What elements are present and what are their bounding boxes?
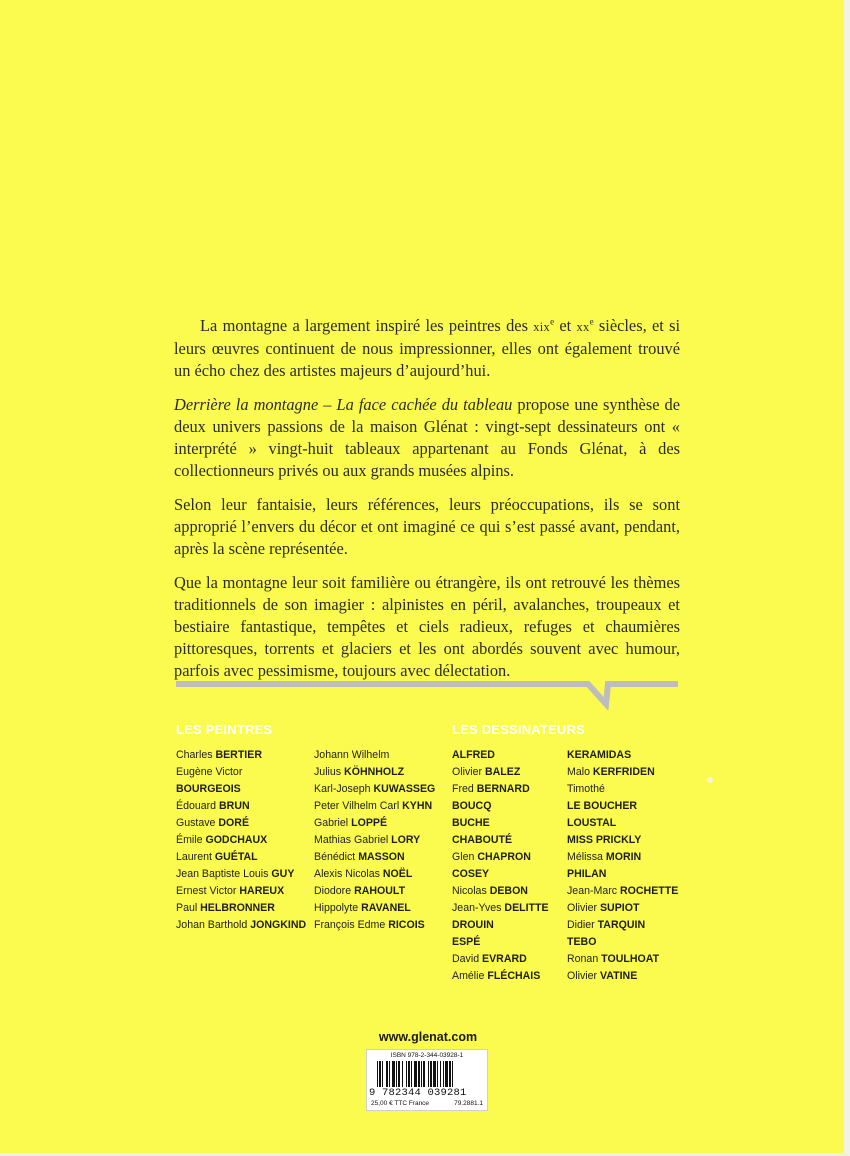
last-name: LOUSTAL — [567, 817, 617, 829]
last-name: LOPPÉ — [351, 817, 388, 829]
first-name: Olivier — [567, 970, 598, 982]
name-entry — [176, 900, 306, 917]
name-entry — [452, 798, 549, 815]
name-entry — [452, 900, 549, 917]
barcode-bar — [389, 1061, 390, 1087]
barcode-bar — [377, 1061, 378, 1087]
blurb-text: siècles, et si leurs œuvres continuent de nous impressionner, elles ont également trouvé un écho chez des artistes majeurs d’aujourd’hui. — [174, 316, 680, 380]
last-name: NOËL — [382, 868, 413, 880]
last-name: KÖHNHOLZ — [344, 766, 405, 778]
last-name: MASSON — [358, 851, 405, 863]
barcode-bar — [418, 1061, 420, 1087]
illustrators-list-col-1 — [452, 747, 549, 985]
barcode-bar — [452, 1061, 453, 1087]
barcode-icon — [377, 1061, 481, 1087]
last-name: RAVANEL — [361, 902, 411, 914]
name-entry — [567, 764, 678, 781]
century-numeral: xx — [576, 320, 590, 334]
last-name: GUÉTAL — [214, 851, 258, 863]
last-name: LORY — [391, 834, 421, 846]
last-name: TEBO — [567, 936, 597, 948]
barcode-bar — [382, 1061, 383, 1087]
first-name: Alexis Nicolas — [314, 868, 380, 880]
first-name: Mélissa — [567, 851, 603, 863]
name-entry — [452, 951, 549, 968]
first-name: Ronan — [567, 953, 599, 965]
last-name: BERTIER — [215, 749, 262, 761]
barcode-bar — [411, 1061, 412, 1087]
blurb-text: et — [554, 316, 577, 335]
barcode-bar — [437, 1061, 438, 1087]
first-name: Eugène Victor — [176, 766, 243, 778]
barcode-bar — [396, 1061, 397, 1087]
first-name: Ernest Victor — [176, 885, 237, 897]
name-entry — [314, 815, 435, 832]
first-name: Fred — [452, 783, 474, 795]
superscript: e — [550, 316, 555, 327]
price-label: 25,00 € TTC France — [371, 1100, 430, 1107]
name-entry — [452, 832, 549, 849]
first-name: Didier — [567, 919, 595, 931]
barcode-panel — [366, 1049, 488, 1111]
first-name: Diodore — [314, 885, 352, 897]
name-entry — [452, 764, 549, 781]
first-name: Jean Baptiste Louis — [176, 868, 269, 880]
last-name: PHILAN — [567, 868, 607, 880]
first-name: Timothé — [567, 783, 605, 795]
first-name: Paul — [176, 902, 198, 914]
last-name: SUPIOT — [599, 902, 640, 914]
publisher-website: www.glenat.com — [378, 1030, 478, 1044]
first-name: Olivier — [567, 902, 598, 914]
name-entry — [452, 917, 549, 934]
name-entry — [314, 781, 435, 798]
last-name: GODCHAUX — [205, 834, 268, 846]
blurb-paragraph-1 — [174, 315, 680, 382]
barcode-bar — [449, 1061, 451, 1087]
name-entry — [567, 832, 678, 849]
last-name: DELITTE — [504, 902, 549, 914]
last-name: RICOIS — [388, 919, 425, 931]
name-entry — [567, 934, 678, 951]
first-name: Nicolas — [452, 885, 487, 897]
blurb-paragraph-2 — [174, 394, 680, 482]
last-name: RAHOULT — [354, 885, 406, 897]
last-name: EVRARD — [482, 953, 527, 965]
name-entry — [567, 917, 678, 934]
isbn-label: ISBN 978-2-344-03928-1 — [390, 1052, 464, 1059]
first-name: Glen — [452, 851, 475, 863]
barcode-bar — [386, 1061, 388, 1087]
last-name: FLÉCHAIS — [487, 970, 541, 982]
first-name: Julius — [314, 766, 342, 778]
name-entry — [452, 934, 549, 951]
barcode-bar — [392, 1061, 395, 1087]
blurb-text: La montagne a largement inspiré les peintres des — [200, 316, 534, 335]
name-entry — [452, 883, 549, 900]
speech-bubble-divider — [176, 676, 680, 710]
last-name: MORIN — [605, 851, 642, 863]
name-entry — [567, 815, 678, 832]
last-name: JONGKIND — [250, 919, 307, 931]
name-entry — [176, 849, 306, 866]
name-entry — [314, 866, 435, 883]
first-name: Amélie — [452, 970, 485, 982]
first-name: David — [452, 953, 480, 965]
last-name: BUCHE — [452, 817, 490, 829]
product-code: 79.2881.1 — [454, 1100, 483, 1107]
name-entry — [176, 781, 306, 798]
name-entry — [314, 849, 435, 866]
illustrators-list-col-2 — [567, 747, 678, 985]
first-name: Gabriel — [314, 817, 349, 829]
first-name: Gustave — [176, 817, 216, 829]
name-entry — [176, 832, 306, 849]
last-name: BRUN — [219, 800, 250, 812]
last-name: KERAMIDAS — [567, 749, 632, 761]
last-name: TARQUIN — [597, 919, 646, 931]
last-name: DORÉ — [218, 817, 250, 829]
name-entry — [452, 781, 549, 798]
name-entry — [176, 815, 306, 832]
name-entry — [452, 849, 549, 866]
last-name: HAREUX — [239, 885, 285, 897]
name-entry — [567, 781, 678, 798]
last-name: CHABOUTÉ — [452, 834, 513, 846]
name-entry — [314, 883, 435, 900]
first-name: Émile — [176, 834, 203, 846]
blurb-text: propose une synthèse de deux univers passions de la maison Glénat : vingt-sept dessinateurs ont « interprété » vingt-huit tableaux appartenant au Fonds Glénat, à des collectionneurs privés ou aux grands musées alpins. — [174, 395, 680, 480]
first-name: Jean-Yves — [452, 902, 502, 914]
name-entry — [176, 764, 306, 781]
first-name: Peter Vilhelm Carl — [314, 800, 400, 812]
first-name: Olivier — [452, 766, 483, 778]
last-name: KERFRIDEN — [592, 766, 655, 778]
name-entry — [452, 815, 549, 832]
barcode-bar — [406, 1061, 407, 1087]
last-name: DEBON — [489, 885, 528, 897]
name-entry — [452, 866, 549, 883]
book-title: Derrière la montagne – La face cachée du tableau — [174, 395, 513, 414]
barcode-bar — [443, 1061, 444, 1087]
last-name: LE BOUCHER — [567, 800, 638, 812]
illustrators-heading: LES DESSINATEURS — [452, 722, 585, 737]
painters-heading: LES PEINTRES — [176, 722, 273, 737]
last-name: MISS PRICKLY — [567, 834, 642, 846]
barcode-bar — [440, 1061, 441, 1087]
name-entry — [176, 747, 306, 764]
last-name: ALFRED — [452, 749, 495, 761]
last-name: COSEY — [452, 868, 490, 880]
name-entry — [567, 866, 678, 883]
first-name: Johan Barthold — [176, 919, 248, 931]
century-numeral: xix — [533, 320, 551, 334]
first-name: Laurent — [176, 851, 212, 863]
first-name: Charles — [176, 749, 213, 761]
name-entry — [314, 900, 435, 917]
last-name: VATINE — [599, 970, 638, 982]
last-name: KYHN — [402, 800, 433, 812]
blurb — [174, 315, 680, 694]
barcode-bar — [445, 1061, 448, 1087]
barcode-bar — [398, 1061, 400, 1087]
barcode-bar — [402, 1061, 403, 1087]
cover-mark — [707, 777, 713, 783]
last-name: BOUCQ — [452, 800, 492, 812]
name-entry — [567, 968, 678, 985]
name-entry — [314, 832, 435, 849]
name-entry — [567, 883, 678, 900]
name-entry — [567, 849, 678, 866]
name-entry — [176, 917, 306, 934]
barcode-bar — [428, 1061, 429, 1087]
name-entry — [567, 951, 678, 968]
name-entry — [176, 798, 306, 815]
last-name: ESPÉ — [452, 936, 481, 948]
name-entry — [314, 917, 435, 934]
first-name: Karl-Joseph — [314, 783, 371, 795]
last-name: BERNARD — [476, 783, 530, 795]
last-name: HELBRONNER — [200, 902, 275, 914]
painters-list-col-1 — [176, 747, 306, 934]
last-name: DROUIN — [452, 919, 494, 931]
barcode-bar — [421, 1061, 422, 1087]
first-name: Bénédict — [314, 851, 356, 863]
first-name: Johann Wilhelm — [314, 749, 390, 761]
barcode-bar — [423, 1061, 425, 1087]
painters-list-col-2 — [314, 747, 435, 934]
first-name: Malo — [567, 766, 590, 778]
name-entry — [567, 900, 678, 917]
barcode-bar — [379, 1061, 381, 1087]
last-name: ROCHETTE — [620, 885, 679, 897]
name-entry — [176, 866, 306, 883]
blurb-paragraph-4: Que la montagne leur soit familière ou étrangère, ils ont retrouvé les thèmes traditionnels de son imagier : alpinistes en péril, avalanches, troupeaux et bestiaire fantastique, tempêtes et ciels radieux, refuges et chaumières pittoresques, torrents et glaciers et les ont abordés souvent avec humour, parfois avec pessimisme, toujours avec délectation. — [174, 573, 680, 680]
last-name: BALEZ — [484, 766, 521, 778]
name-entry — [567, 747, 678, 764]
superscript: e — [589, 316, 594, 327]
barcode-bar — [433, 1061, 436, 1087]
first-name: Édouard — [176, 800, 217, 812]
name-entry — [452, 968, 549, 985]
barcode-bar — [414, 1061, 417, 1087]
name-entry — [452, 747, 549, 764]
name-entry — [567, 798, 678, 815]
barcode-digits: 9 782344 039281 — [369, 1087, 467, 1099]
barcode-bar — [430, 1061, 432, 1087]
first-name: Mathias Gabriel — [314, 834, 389, 846]
name-entry — [176, 883, 306, 900]
last-name: BOURGEOIS — [176, 783, 241, 795]
first-name: Jean-Marc — [567, 885, 618, 897]
first-name: Hippolyte — [314, 902, 359, 914]
last-name: KUWASSEG — [373, 783, 436, 795]
name-entry — [314, 798, 435, 815]
last-name: CHAPRON — [477, 851, 531, 863]
barcode-bar — [408, 1061, 410, 1087]
name-entry — [314, 764, 435, 781]
name-entry — [314, 747, 435, 764]
first-name: François Edme — [314, 919, 386, 931]
last-name: GUY — [271, 868, 295, 880]
last-name: TOULHOAT — [601, 953, 660, 965]
blurb-paragraph-3: Selon leur fantaisie, leurs références, leurs préoccupations, ils se sont approprié l’envers du décor et ont imaginé ce qui s’est passé avant, pendant, après la scène représentée. — [174, 495, 680, 558]
